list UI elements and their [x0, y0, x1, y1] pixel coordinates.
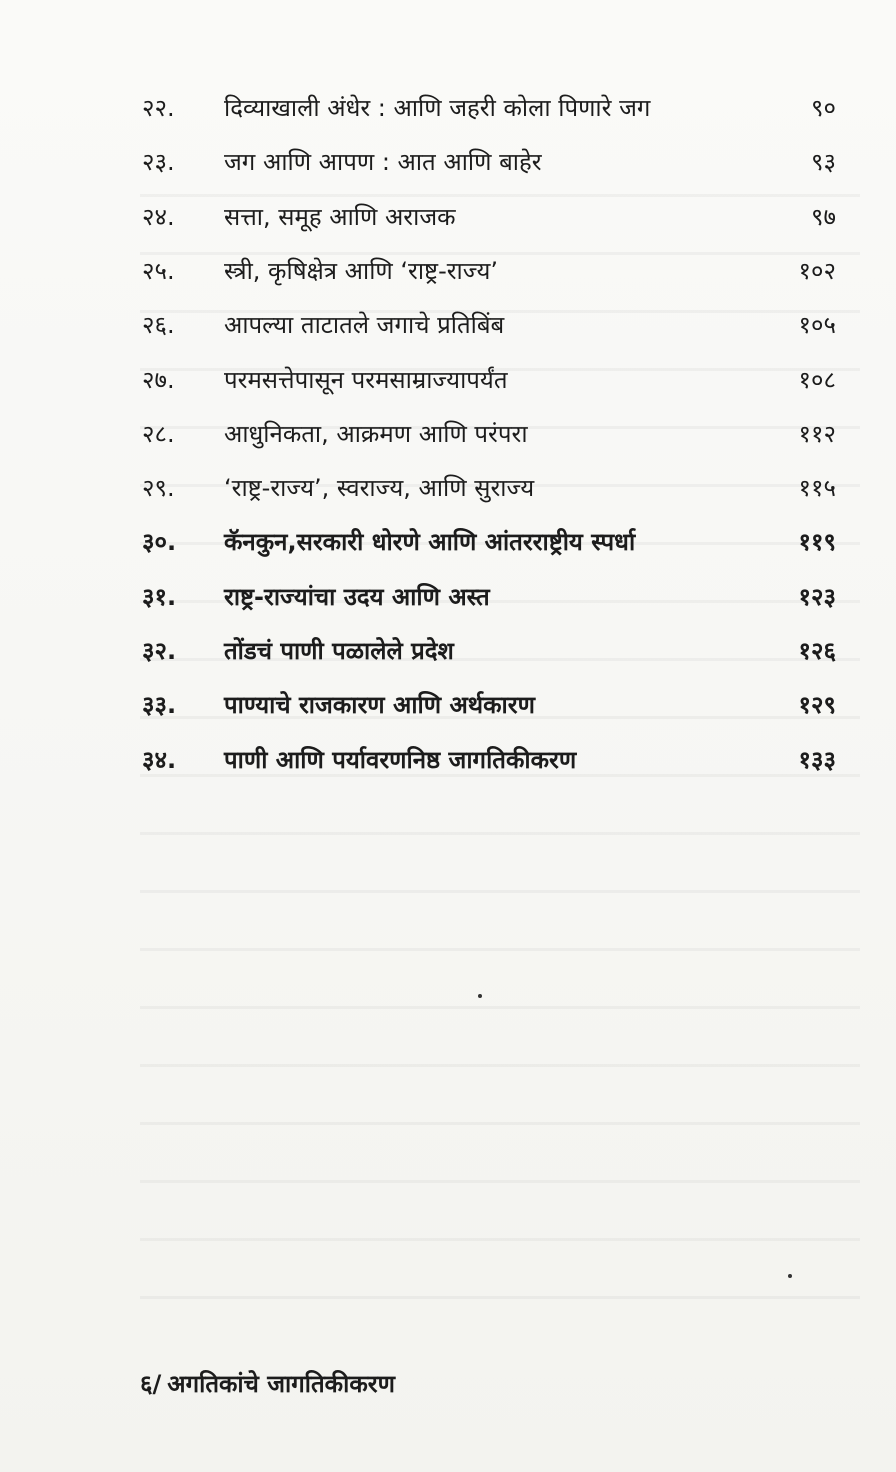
- toc-entry-page: १३३: [798, 745, 836, 774]
- toc-entry-page: ९३: [811, 148, 836, 177]
- page-footer: [140, 1364, 401, 1404]
- toc-entry-title: पाणी आणि पर्यावरणनिष्ठ जागतिकीकरण: [224, 745, 577, 774]
- toc-entry-number: २७.: [142, 365, 175, 394]
- toc-entry-number: ३४.: [142, 745, 177, 774]
- toc-entry-number: ३२.: [142, 637, 177, 665]
- toc-entry-page: ११९: [798, 528, 836, 557]
- toc-entry-page: ९०: [811, 94, 836, 122]
- toc-entry-title: जग आणि आपण : आत आणि बाहेर: [224, 148, 542, 177]
- toc-entry-number: २६.: [142, 311, 175, 340]
- toc-entry-number: २२.: [142, 94, 175, 122]
- toc-entry-page: ११२: [798, 419, 836, 448]
- toc-entry-title: कॅनकुन,सरकारी धोरणे आणि आंतरराष्ट्रीय स्पर्धा: [224, 528, 636, 557]
- paper-speck: [788, 1274, 792, 1278]
- toc-entry-page: ९७: [811, 202, 836, 231]
- toc-entry-page: ११५: [798, 474, 836, 503]
- footer-book-title: अगतिकांचे जागतिकीकरण: [167, 1370, 395, 1398]
- toc-entry-title: राष्ट्र-राज्यांचा उदय आणि अस्त: [224, 582, 490, 611]
- toc-entry-page: १२३: [798, 582, 836, 611]
- toc-entry-number: ३१.: [142, 582, 177, 611]
- footer-page-number: ६/: [140, 1370, 162, 1398]
- toc-entry-number: २४.: [142, 202, 175, 231]
- toc-entry: [0, 142, 896, 182]
- toc-entry-number: २५.: [142, 256, 175, 285]
- toc-entry-title: आपल्या ताटातले जगाचे प्रतिबिंब: [224, 311, 505, 340]
- toc-entry-title: सत्ता, समूह आणि अराजक: [224, 202, 456, 231]
- toc-entry: [0, 414, 896, 454]
- toc-entry: [0, 522, 896, 562]
- toc-entry-title: दिव्याखाली अंधेर : आणि जहरी कोला पिणारे जग: [224, 94, 651, 122]
- toc-entry-number: २८.: [142, 419, 175, 448]
- toc-entry-title: पाण्याचे राजकारण आणि अर्थकारण: [224, 691, 535, 720]
- toc-entry: [0, 197, 896, 237]
- toc-entry-title: स्त्री, कृषिक्षेत्र आणि ‘राष्ट्र-राज्य’: [224, 256, 499, 285]
- toc-entry-title: परमसत्तेपासून परमसाम्राज्यापर्यंत: [224, 365, 508, 394]
- toc-entry: [0, 631, 896, 671]
- toc-entry-number: २३.: [142, 148, 175, 177]
- toc-entry-page: १०५: [798, 311, 836, 340]
- toc-entry: [0, 251, 896, 291]
- toc-entry-title: ‘राष्ट्र-राज्य’, स्वराज्य, आणि सुराज्य: [224, 474, 535, 503]
- toc-entry: [0, 685, 896, 725]
- toc-entry: [0, 305, 896, 345]
- toc-entry-page: १०८: [798, 365, 836, 394]
- toc-entry-number: ३३.: [142, 691, 177, 720]
- toc-entry-number: २९.: [142, 474, 175, 503]
- toc-entry-number: ३०.: [142, 528, 177, 557]
- paper-speck: [478, 994, 482, 998]
- toc-entry: [0, 577, 896, 617]
- toc-entry-page: १२९: [798, 691, 836, 720]
- toc-entry-page: १२६: [798, 637, 836, 665]
- toc-entry-page: १०२: [798, 256, 836, 285]
- toc-entry-title: तोंडचं पाणी पळालेले प्रदेश: [224, 637, 454, 665]
- toc-entry-title: आधुनिकता, आक्रमण आणि परंपरा: [224, 419, 528, 448]
- toc-entry: [0, 88, 896, 128]
- toc-entry: [0, 740, 896, 780]
- toc-entry: [0, 360, 896, 400]
- toc-entry: [0, 468, 896, 508]
